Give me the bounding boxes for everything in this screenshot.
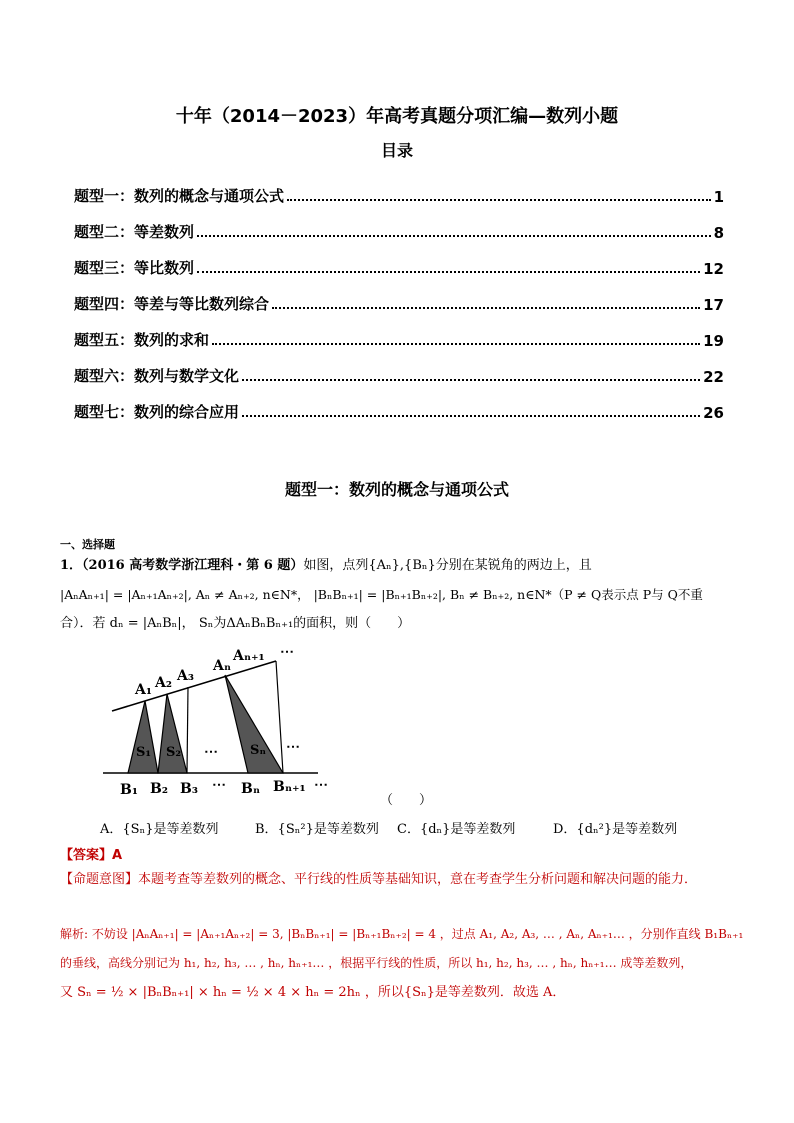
toc-leader-dots (287, 199, 711, 201)
toc-leader-dots (197, 235, 711, 237)
label-an: Aₙ (213, 658, 232, 674)
geometry-figure (100, 644, 340, 804)
segment-an1-bn1 (276, 661, 283, 773)
label-bottom-right-ellipsis: ⋯ (314, 777, 328, 793)
question-1 (60, 551, 726, 638)
toc-entry-page: 12 (703, 260, 724, 278)
solution-line-2: 的垂线，高线分别记为 h₁, h₂, h₃, … , hₙ, hₙ₊₁… ，根据平行线的性质，所以 h₁, h₂, h₃, … , hₙ, hₙ₊₁… 成等差数列， (60, 956, 693, 970)
toc-entry-label: 题型五：数列的求和 (74, 331, 210, 349)
toc-leader-dots (212, 343, 700, 345)
toc-entry[interactable] (74, 314, 724, 350)
part-heading: 一、选择题 (60, 538, 115, 551)
question-number: 1． (60, 558, 83, 573)
label-b2: B₂ (150, 781, 168, 797)
question-1-line-3: 合）．若 dₙ = |AₙBₙ|， Sₙ为ΔAₙBₙBₙ₊₁的面积，则（ ） (60, 616, 411, 631)
toc-entry-page: 22 (703, 368, 724, 386)
toc-entry[interactable] (74, 278, 724, 314)
toc-leader-dots (242, 379, 700, 381)
option-d[interactable]: D．{dₙ²}是等差数列 (553, 822, 678, 837)
toc-entry-label: 题型四：等差与等比数列综合 (74, 295, 270, 313)
label-bn: Bₙ (241, 781, 261, 797)
solution-line-3: 又 Sₙ = ½ × |BₙBₙ₊₁| × hₙ = ½ × 4 × hₙ = 2hₙ ，所以{Sₙ}是等差数列．故选 A． (60, 985, 566, 1000)
label-a3: A₃ (177, 668, 194, 684)
toc-entry[interactable] (74, 206, 724, 242)
toc-entry[interactable] (74, 386, 724, 422)
label-bn-plus-1: Bₙ₊₁ (273, 779, 306, 795)
toc-entry[interactable] (74, 242, 724, 278)
label-a1: A₁ (135, 682, 152, 698)
toc-entry-label: 题型七：数列的综合应用 (74, 403, 240, 421)
document-title: 十年（2014－2023）年高考真题分项汇编—数列小题 (175, 106, 619, 127)
option-a[interactable]: A．{Sₙ}是等差数列 (100, 822, 219, 837)
triangle-sn (225, 675, 283, 773)
toc-heading: 目录 (380, 141, 413, 160)
toc-entry-label: 题型一：数列的概念与通项公式 (74, 187, 285, 205)
label-b1: B₁ (120, 782, 138, 798)
label-right-ellipsis: ⋯ (286, 739, 300, 755)
toc-entry-label: 题型六：数列与数学文化 (74, 367, 240, 385)
toc-leader-dots (272, 307, 700, 309)
toc-entry-label: 题型三：等比数列 (74, 259, 195, 277)
label-sn: Sₙ (250, 743, 267, 758)
figure-answer-blank: （ ） (380, 793, 433, 808)
toc-entry[interactable] (74, 350, 724, 386)
question-stem-part-1: 如图，点列{Aₙ},{Bₙ}分别在某锐角的两边上，且 (303, 558, 592, 573)
option-c[interactable]: C．{dₙ}是等差数列 (397, 822, 516, 837)
toc-leader-dots (242, 415, 700, 417)
label-a2: A₂ (155, 675, 172, 691)
question-1-line-1 (60, 551, 726, 580)
label-an-plus-1: Aₙ₊₁ (233, 648, 265, 664)
question-intent: 【命题意图】本题考查等差数列的概念、平行线的性质等基础知识，意在考查学生分析问题和解决问题的能力． (60, 872, 698, 887)
label-top-ellipsis: ⋯ (280, 644, 294, 660)
toc-leader-dots (197, 271, 700, 273)
segment-a3-b3 (187, 687, 188, 773)
toc-entry-page: 19 (703, 332, 724, 350)
table-of-contents (74, 170, 724, 422)
toc-entry-page: 26 (703, 404, 724, 422)
options-row (100, 818, 720, 837)
label-s2: S₂ (166, 745, 182, 760)
label-mid-ellipsis: ⋯ (204, 744, 218, 760)
label-bottom-ellipsis: ⋯ (212, 777, 226, 793)
label-b3: B₃ (180, 781, 198, 797)
toc-entry-label: 题型二：等差数列 (74, 223, 195, 241)
answer-label: 【答案】A (60, 848, 123, 863)
triangle-s2 (158, 694, 187, 773)
triangle-s1 (128, 701, 158, 773)
question-1-line-2: |AₙAₙ₊₁| = |Aₙ₊₁Aₙ₊₂|, Aₙ ≠ Aₙ₊₂, n∈N*， |BₙBₙ₊₁| = |Bₙ₊₁Bₙ₊₂|, Bₙ ≠ Bₙ₊₂, n∈N*（P ≠ Q表示点 P与 Q不重 (60, 587, 703, 602)
toc-entry-page: 8 (713, 224, 724, 242)
section-heading: 题型一：数列的概念与通项公式 (284, 480, 509, 499)
toc-entry-page: 17 (703, 296, 724, 314)
question-source: （2016 高考数学浙江理科・第 6 题） (82, 558, 304, 573)
solution (60, 920, 744, 1007)
label-s1: S₁ (136, 745, 152, 760)
toc-entry[interactable] (74, 170, 724, 206)
option-b[interactable]: B．{Sₙ²}是等差数列 (255, 822, 379, 837)
solution-line-1: 解析: 不妨设 |AₙAₙ₊₁| = |Aₙ₊₁Aₙ₊₂| = 3, |BₙBₙ₊₁| = |Bₙ₊₁Bₙ₊₂| = 4 ，过点 A₁, A₂, A₃, … , Aₙ, Aₙ₊₁… ，分别作直线 B₁Bₙ₊₁ (60, 927, 744, 941)
toc-entry-page: 1 (713, 188, 724, 206)
